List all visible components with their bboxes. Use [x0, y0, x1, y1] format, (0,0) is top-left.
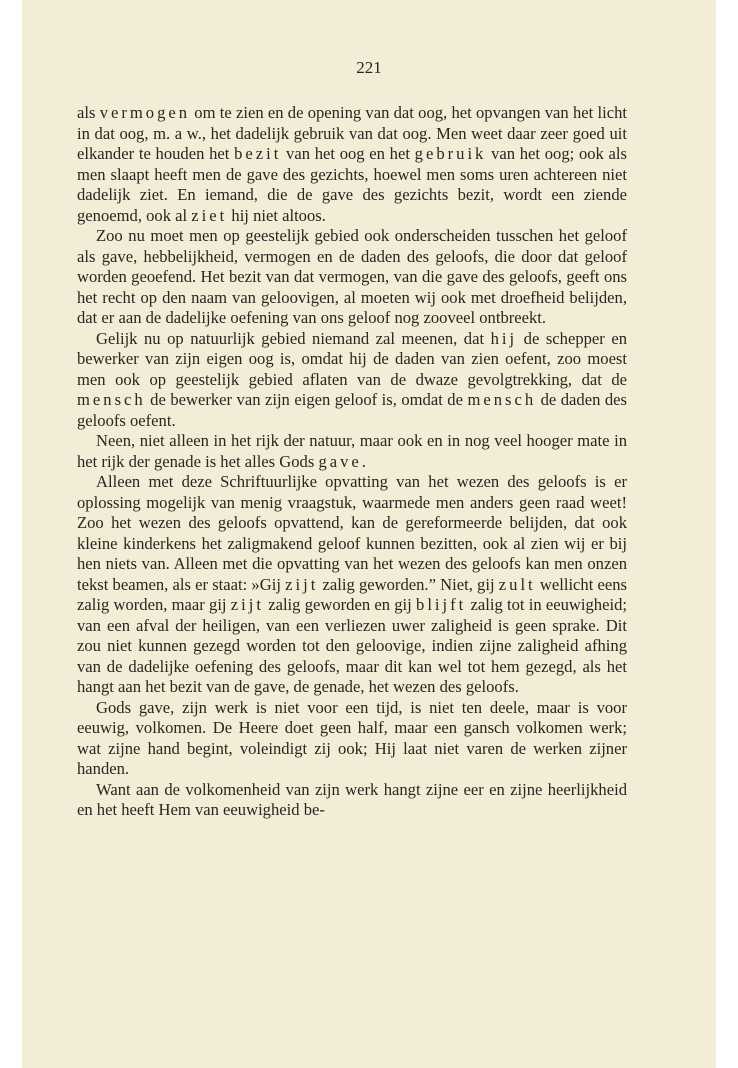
text-run: Gods gave, zijn werk is niet voor een tijd, is niet ten deele, maar is voor eeuwig, volkomen. De Heere doet geen half, maar een gansch volkomen werk; wat zijne hand begint, voleindigt zij ook; Hij laat niet varen de werken zijner handen. — [77, 697, 627, 778]
text-run: . — [361, 451, 366, 471]
emphasis-spaced: gave — [318, 451, 362, 471]
text-run: Want aan de volkomenheid van zijn werk hangt zijne eer en zijne heerlijkheid en het heeft Hem van eeuwigheid be- — [77, 779, 627, 819]
text-run: wellicht eens zalig worden, maar gij — [77, 574, 628, 614]
paragraph — [77, 103, 627, 226]
text-run: zalig tot in eeuwigheid; van een afval der heiligen, van een verliezen uwer zaligheid is geen sprake. Dit zou niet kunnen gezegd worden tot den geloovige, indien zijne zaligheid afhing van de dadelijke oefening des geloofs, maar dit kan wel tot hem gezegd, als het hangt aan het bezit van de gave, de genade, het wezen des geloofs. — [77, 595, 627, 696]
paragraph — [77, 698, 627, 780]
text-run: de daden des geloofs oefent. — [77, 390, 627, 430]
text-run: zalig geworden en gij — [263, 595, 417, 614]
paragraph — [77, 329, 627, 432]
emphasis-spaced: gebruik — [414, 144, 487, 163]
text-run: hij niet altoos. — [227, 205, 326, 225]
text-run: als — [77, 103, 100, 122]
paragraph — [77, 226, 627, 329]
emphasis-spaced: zijt — [230, 595, 264, 614]
emphasis-spaced: hij — [490, 328, 518, 348]
emphasis-spaced: blijft — [416, 595, 467, 614]
page-number: 221 — [356, 58, 382, 77]
emphasis-spaced: vermogen — [99, 103, 191, 122]
body-text — [77, 103, 627, 821]
emphasis-spaced: bezit — [234, 144, 282, 163]
text-run: Neen, niet alleen in het rijk der natuur, maar ook en in nog veel hooger mate in het rijk der genade is het alles Gods — [77, 431, 627, 471]
emphasis-spaced: zijt — [285, 574, 319, 594]
text-run: de schepper en bewerker van zijn eigen oog is, omdat hij de daden van zien oefent, zoo moest men ook op geestelijk gebied aflaten van de dwaze gevolgtrekking, dat de — [77, 328, 627, 389]
text-run: van het oog en het — [281, 144, 415, 163]
text-run: zalig geworden.” Niet, gij — [318, 574, 499, 594]
text-run: de bewerker van zijn eigen geloof is, omdat de — [145, 390, 468, 409]
paragraph — [77, 780, 627, 821]
emphasis-spaced: mensch — [77, 390, 146, 409]
text-run: om te zien en de opening van dat oog, het opvangen van het licht in dat oog, m. a w., het dadelijk gebruik van dat oog. Men weet daar zeer goed uit elkander te houden het — [77, 103, 627, 163]
emphasis-spaced: ziet — [191, 205, 228, 225]
paragraph — [77, 472, 627, 698]
paragraph — [77, 431, 627, 472]
text-run: Alleen met deze Schriftuurlijke opvatting van het wezen des geloofs is er oplossing mogelijk van menig vraagstuk, waarmede men anders geen raad weet! Zoo het wezen des geloofs opvattend, kan de gereformeerde belijden, dat ook kleine kinderkens het zaligmakend geloof kunnen bezitten, ook al zien wij er bij hen niets van. Alleen met die opvatting van het wezen des geloofs kan men onzen tekst beamen, als er staat: »Gij — [77, 472, 627, 594]
text-run: Zoo nu moet men op geestelijk gebied ook onderscheiden tusschen het geloof als gave, hebbelijkheid, vermogen en de daden des geloofs, die door dat geloof worden geoefend. Het bezit van dat vermogen, van die gave des geloofs, geeft ons het recht op den naam van geloovigen, al moeten wij ook met droefheid belijden, dat er aan de dadelijke oefening van ons geloof nog zooveel ontbreekt. — [77, 226, 627, 327]
emphasis-spaced: mensch — [467, 390, 537, 409]
emphasis-spaced: zult — [498, 574, 536, 594]
text-run: Gelijk nu op natuurlijk gebied niemand zal meenen, dat — [96, 328, 491, 348]
text-run: van het oog; ook als men slaapt heeft men de gave des gezichts, hoewel men soms uren achtereen niet dadelijk ziet. En iemand, die de gave des gezichts bezit, wordt een ziende genoemd, ook al — [77, 144, 627, 225]
